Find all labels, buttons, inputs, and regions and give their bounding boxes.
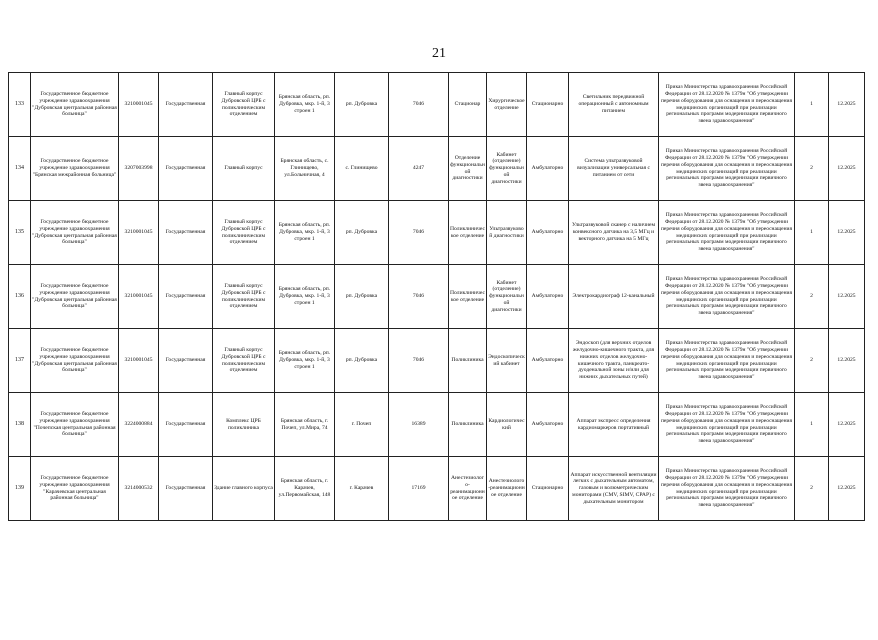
regulation-cell: Приказ Министерства здравоохранения Российской Федерации от 28.12.2020 № 1379н "Об утверждении перечня оборудования для оснащения и переоснащения медицинских организаций при реализации региональных программ модернизации первичного звена здравоохранения" — [659, 329, 795, 393]
row-number: 136 — [9, 265, 31, 329]
institution-cell: Государственное бюджетное учреждение здравоохранения "Почепская центральная районная больница" — [31, 393, 119, 457]
locality-cell: рп. Дубровка — [335, 73, 389, 137]
ownership-cell: Государственная — [159, 265, 213, 329]
department-cell: Эндоскопический кабинет — [487, 329, 527, 393]
building-cell: Главный корпус Дубровской ЦРБ с поликлиническим отделением — [213, 201, 275, 265]
quantity-cell: 2 — [795, 329, 829, 393]
care-form-cell: Амбулаторно — [527, 393, 569, 457]
inn-cell: 3210001045 — [119, 329, 159, 393]
building-cell: Комплекс ЦРБ поликлиника — [213, 393, 275, 457]
date-cell: 12.2025 — [829, 201, 865, 265]
population-cell: 16389 — [389, 393, 449, 457]
regulation-cell: Приказ Министерства здравоохранения Российской Федерации от 28.12.2020 № 1379н "Об утверждении перечня оборудования для оснащения и переоснащения медицинских организаций при реализации региональных программ модернизации первичного звена здравоохранения" — [659, 201, 795, 265]
address-cell: Брянская область, г. Почеп, ул.Мира, 74 — [275, 393, 335, 457]
row-number: 135 — [9, 201, 31, 265]
quantity-cell: 2 — [795, 137, 829, 201]
date-cell: 12.2025 — [829, 329, 865, 393]
regulation-cell: Приказ Министерства здравоохранения Российской Федерации от 28.12.2020 № 1379н "Об утверждении перечня оборудования для оснащения и переоснащения медицинских организаций при реализации региональных программ модернизации первичного звена здравоохранения" — [659, 137, 795, 201]
address-cell: Брянская область, рп. Дубровка, мкр. 1-й, 3 строен 1 — [275, 265, 335, 329]
table-row — [9, 329, 865, 393]
equipment-table — [8, 72, 865, 521]
unit-cell: Поликлиника — [449, 329, 487, 393]
table-row — [9, 73, 865, 137]
care-form-cell: Амбулаторно — [527, 137, 569, 201]
address-cell: Брянская область, рп. Дубровка, мкр. 1-й, 3 строен 1 — [275, 329, 335, 393]
ownership-cell: Государственная — [159, 137, 213, 201]
department-cell: Кабинет (отделение) функциональной диагностики — [487, 137, 527, 201]
locality-cell: г. Карачев — [335, 457, 389, 521]
row-number: 138 — [9, 393, 31, 457]
locality-cell: рп. Дубровка — [335, 329, 389, 393]
building-cell: Здание главного корпуса — [213, 457, 275, 521]
care-form-cell: Амбулаторно — [527, 265, 569, 329]
address-cell: Брянская область, с. Глинищево, ул.Больничная, 4 — [275, 137, 335, 201]
address-cell: Брянская область, г. Карачев, ул.Первомайская, 148 — [275, 457, 335, 521]
date-cell: 12.2025 — [829, 265, 865, 329]
unit-cell: Поликлиническое отделение — [449, 201, 487, 265]
department-cell: Ультразвуковой диагностики — [487, 201, 527, 265]
unit-cell: Поликлиническое отделение — [449, 265, 487, 329]
table-row — [9, 393, 865, 457]
address-cell: Брянская область, рп. Дубровка, мкр. 1-й, 3 строен 1 — [275, 73, 335, 137]
unit-cell: Стационар — [449, 73, 487, 137]
equipment-cell: Эндоскоп (для верхних отделов желудочно-кишечного тракта, для нижних отделов желудочно-кишечного тракта, панкреато-дуоденальной зоны и/или для нижних дыхательных путей) — [569, 329, 659, 393]
regulation-cell: Приказ Министерства здравоохранения Российской Федерации от 28.12.2020 № 1379н "Об утверждении перечня оборудования для оснащения и переоснащения медицинских организаций при реализации региональных программ модернизации первичного звена здравоохранения" — [659, 73, 795, 137]
institution-cell: Государственное бюджетное учреждение здравоохранения "Дубровская центральная районная больница" — [31, 73, 119, 137]
table-body — [9, 73, 865, 521]
table-row — [9, 265, 865, 329]
inn-cell: 3210001045 — [119, 265, 159, 329]
equipment-cell: Аппарат экспресс определения кардиомаркеров портативный — [569, 393, 659, 457]
care-form-cell: Стационарно — [527, 457, 569, 521]
institution-cell: Государственное бюджетное учреждение здравоохранения "Дубровская центральная районная больница" — [31, 329, 119, 393]
building-cell: Главный корпус Дубровской ЦРБ с поликлиническим отделением — [213, 329, 275, 393]
ownership-cell: Государственная — [159, 393, 213, 457]
equipment-cell: Ультразвуковой сканер с наличием конвексного датчика на 3,5 МГц и векторного датчика на 5 МГц — [569, 201, 659, 265]
population-cell: 7046 — [389, 201, 449, 265]
equipment-cell: Электрокардиограф 12-канальный — [569, 265, 659, 329]
ownership-cell: Государственная — [159, 201, 213, 265]
table-row — [9, 137, 865, 201]
inn-cell: 3214000532 — [119, 457, 159, 521]
care-form-cell: Амбулаторно — [527, 329, 569, 393]
inn-cell: 3207003998 — [119, 137, 159, 201]
table-row — [9, 201, 865, 265]
inn-cell: 3210001045 — [119, 201, 159, 265]
population-cell: 7046 — [389, 329, 449, 393]
regulation-cell: Приказ Министерства здравоохранения Российской Федерации от 28.12.2020 № 1379н "Об утверждении перечня оборудования для оснащения и переоснащения медицинских организаций при реализации региональных программ модернизации первичного звена здравоохранения" — [659, 265, 795, 329]
ownership-cell: Государственная — [159, 329, 213, 393]
locality-cell: рп. Дубровка — [335, 265, 389, 329]
institution-cell: Государственное бюджетное учреждение здравоохранения "Брянская межрайонная больница" — [31, 137, 119, 201]
inn-cell: 3210001045 — [119, 73, 159, 137]
date-cell: 12.2025 — [829, 73, 865, 137]
locality-cell: с. Глинищево — [335, 137, 389, 201]
row-number: 139 — [9, 457, 31, 521]
care-form-cell: Амбулаторно — [527, 201, 569, 265]
unit-cell: Поликлиника — [449, 393, 487, 457]
date-cell: 12.2025 — [829, 457, 865, 521]
page-number: 21 — [432, 46, 446, 61]
locality-cell: рп. Дубровка — [335, 201, 389, 265]
locality-cell: г. Почеп — [335, 393, 389, 457]
institution-cell: Государственное бюджетное учреждение здравоохранения "Дубровская центральная районная больница" — [31, 265, 119, 329]
ownership-cell: Государственная — [159, 73, 213, 137]
row-number: 137 — [9, 329, 31, 393]
department-cell: Анестезиолого-реанимационное отделение — [487, 457, 527, 521]
regulation-cell: Приказ Министерства здравоохранения Российской Федерации от 28.12.2020 № 1379н "Об утверждении перечня оборудования для оснащения и переоснащения медицинских организаций при реализации региональных программ модернизации первичного звена здравоохранения" — [659, 393, 795, 457]
unit-cell: Отделение функциональной диагностики — [449, 137, 487, 201]
population-cell: 17169 — [389, 457, 449, 521]
row-number: 133 — [9, 73, 31, 137]
quantity-cell: 1 — [795, 73, 829, 137]
population-cell: 7046 — [389, 265, 449, 329]
department-cell: Кардиологический — [487, 393, 527, 457]
population-cell: 7046 — [389, 73, 449, 137]
department-cell: Кабинет (отделение) функциональной диагностики — [487, 265, 527, 329]
unit-cell: Анестезиолого-реанимационное отделение — [449, 457, 487, 521]
quantity-cell: 2 — [795, 457, 829, 521]
inn-cell: 3224000884 — [119, 393, 159, 457]
institution-cell: Государственное бюджетное учреждение здравоохранения "Дубровская центральная районная больница" — [31, 201, 119, 265]
ownership-cell: Государственная — [159, 457, 213, 521]
quantity-cell: 1 — [795, 393, 829, 457]
quantity-cell: 2 — [795, 265, 829, 329]
equipment-cell: Светильник передвижной операционный с автономным питанием — [569, 73, 659, 137]
care-form-cell: Стационарно — [527, 73, 569, 137]
equipment-cell: Система ультразвуковой визуализации универсальная с питанием от сети — [569, 137, 659, 201]
department-cell: Хирургическое отделение — [487, 73, 527, 137]
equipment-table-container — [8, 72, 864, 521]
quantity-cell: 1 — [795, 201, 829, 265]
date-cell: 12.2025 — [829, 393, 865, 457]
population-cell: 4247 — [389, 137, 449, 201]
table-row — [9, 457, 865, 521]
building-cell: Главный корпус Дубровской ЦРБ с поликлиническим отделением — [213, 265, 275, 329]
regulation-cell: Приказ Министерства здравоохранения Российской Федерации от 28.12.2020 № 1379н "Об утверждении перечня оборудования для оснащения и переоснащения медицинских организаций при реализации региональных программ модернизации первичного звена здравоохранения" — [659, 457, 795, 521]
building-cell: Главный корпус Дубровской ЦРБ с поликлиническим отделением — [213, 73, 275, 137]
row-number: 134 — [9, 137, 31, 201]
date-cell: 12.2025 — [829, 137, 865, 201]
institution-cell: Государственное бюджетное учреждение здравоохранения "Карачевская центральная районная больница" — [31, 457, 119, 521]
equipment-cell: Аппарат искусственной вентиляции легких с дыхательным автоматом, газовым и волюметрическим мониторами (CMV, SIMV, CPAP) с дыхательным монитором — [569, 457, 659, 521]
building-cell: Главный корпус — [213, 137, 275, 201]
address-cell: Брянская область, рп. Дубровка, мкр. 1-й, 3 строен 1 — [275, 201, 335, 265]
